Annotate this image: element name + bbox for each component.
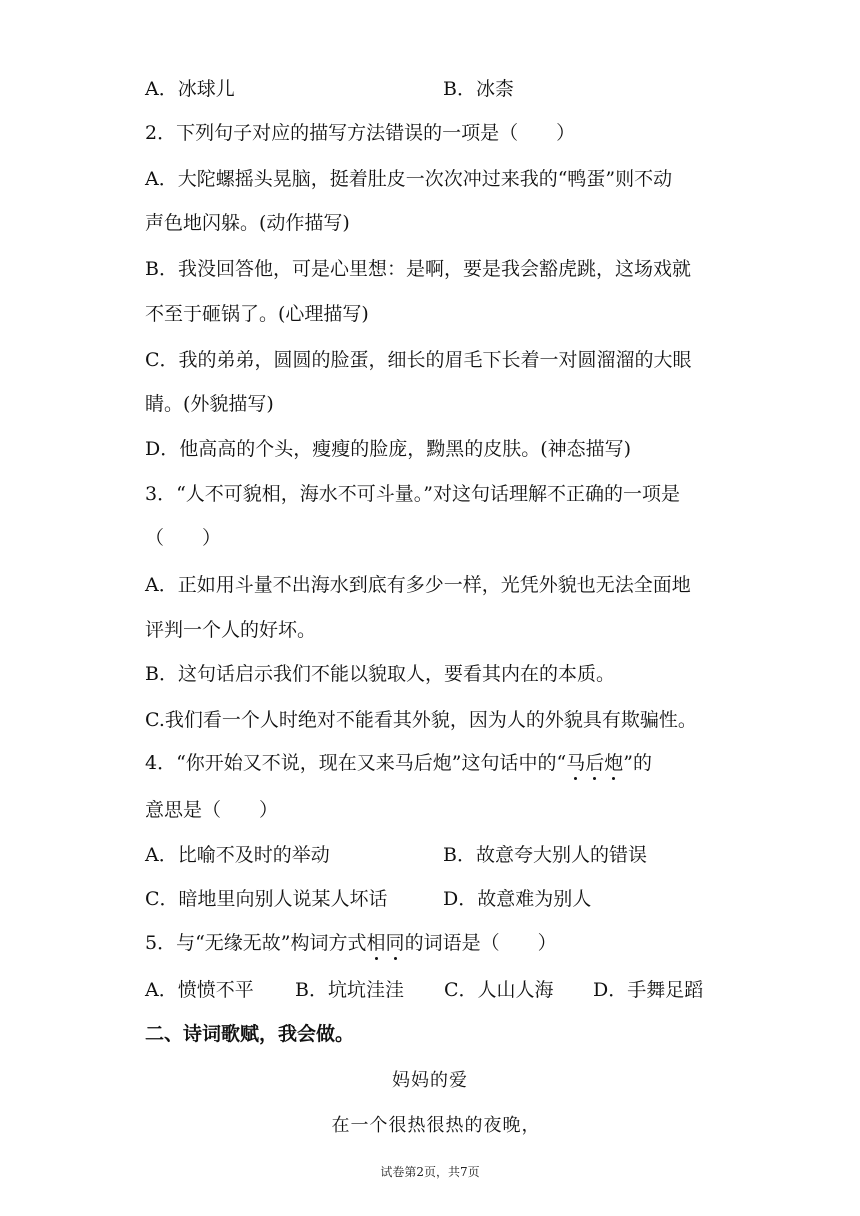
q4-stem-line2: 意思是（ ） [145,799,279,821]
q2-stem: 2．下列句子对应的描写方法错误的一项是（ ） [145,122,576,144]
q3-option-b-line1: B．这句话启示我们不能以貌取人，要看其内在的本质。 [145,663,615,685]
q2-option-d-line1: D．他高高的个头，瘦瘦的脸庞，黝黑的皮肤。(神态描写) [145,438,632,460]
q5-stem [145,931,557,955]
poem-line: 在一个很热很热的夜晚， [331,1115,541,1136]
q1-option-b: B．冰柰 [443,78,514,100]
q4-option-c: C．暗地里向别人说某人坏话 [145,888,388,910]
q2-option-c-line1: C．我的弟弟，圆圆的脸蛋，细长的眉毛下长着一对圆溜溜的大眼 [145,349,692,371]
q4-option-b: B．故意夸大别人的错误 [443,844,647,866]
q4-option-d: D．故意难为别人 [443,888,592,910]
q5-option-c: C．人山人海 [444,979,554,1001]
q4-stem-post: ”的 [623,752,652,774]
q3-stem-line2: （ ） [145,527,222,549]
q2-option-a-line2: 声色地闪躲。(动作描写) [145,212,350,234]
emphasis-dot-char: 炮 [604,752,624,774]
q5-option-d: D．手舞足蹈 [593,979,704,1001]
q5-stem-pre: 5．与“无缘无故”构词方式 [145,932,367,954]
q1-option-a: A．冰球儿 [145,78,235,100]
emphasis-dot-char: 同 [385,932,405,954]
q3-option-c-line1: C.我们看一个人时绝对不能看其外貌，因为人的外貌具有欺骗性。 [145,709,697,731]
q3-option-a-line2: 评判一个人的好坏。 [145,619,317,641]
q5-option-a: A．愤愤不平 [145,979,254,1001]
emphasis-dot-char: 马 [566,752,586,774]
q4-stem-pre: 4．“你开始又不说，现在又来马后炮”这句话中的“ [145,752,567,774]
q2-option-c-line2: 睛。(外貌描写) [145,393,274,415]
page-footer: 试卷第2页，共7页 [380,1165,480,1179]
emphasis-dot-char: 相 [366,932,386,954]
section-heading: 二、诗词歌赋，我会做。 [145,1023,355,1045]
q2-option-a-line1: A．大陀螺摇头晃脑，挺着肚皮一次次冲过来我的“鸭蛋”则不动 [145,168,673,190]
poem-title: 妈妈的爱 [392,1070,468,1091]
q2-option-b-line1: B．我没回答他，可是心里想：是啊，要是我会豁虎跳，这场戏就 [145,258,691,280]
q4-stem-line1 [145,751,652,775]
q3-option-a-line1: A．正如用斗量不出海水到底有多少一样，光凭外貌也无法全面地 [145,574,691,596]
q2-option-b-line2: 不至于砸锅了。(心理描写) [145,303,369,325]
q3-stem-line1: 3．“人不可貌相，海水不可斗量。”对这句话理解不正确的一项是 [145,483,681,505]
q5-stem-post: 的词语是（ ） [404,932,557,954]
emphasis-dot-char: 后 [585,752,605,774]
q4-option-a: A．比喻不及时的举动 [145,844,330,866]
q5-option-b: B．坑坑洼洼 [295,979,404,1001]
